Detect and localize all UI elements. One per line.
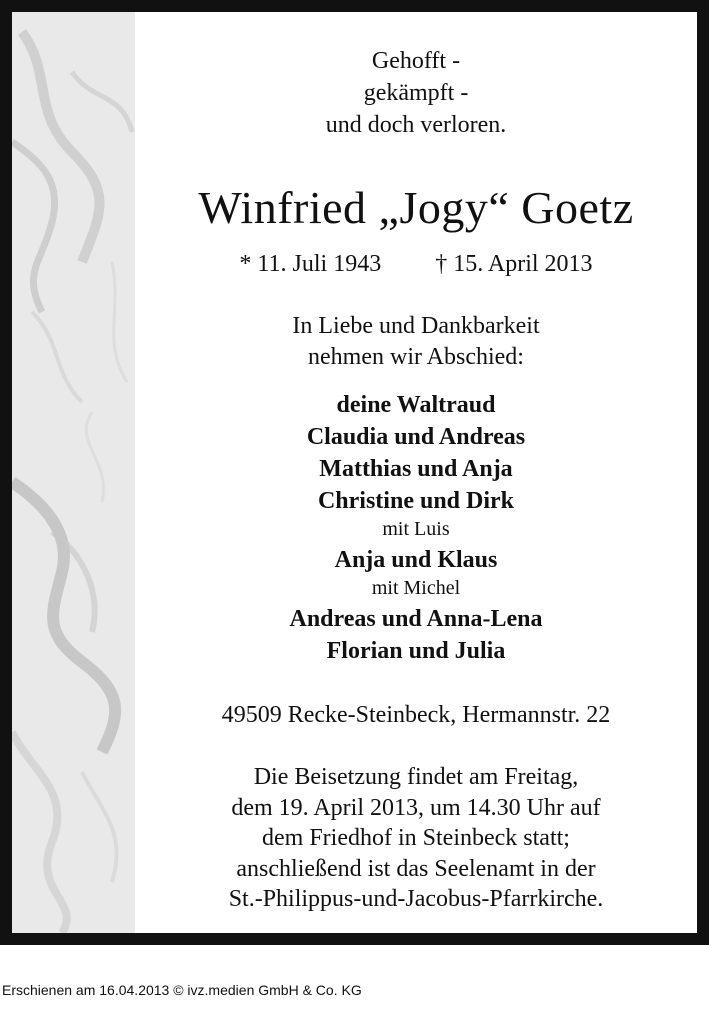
verse-line: Gehofft - xyxy=(371,48,461,74)
family-member: Claudia und Andreas xyxy=(306,424,526,450)
obituary-card xyxy=(12,12,697,933)
funeral-notice-line: dem Friedhof in Steinbeck statt; xyxy=(262,825,570,851)
intro-line: nehmen wir Abschied: xyxy=(308,344,524,370)
marble-texture xyxy=(12,12,135,933)
funeral-notice-line: dem 19. April 2013, um 14.30 Uhr auf xyxy=(231,795,601,821)
intro-line: In Liebe und Dankbarkeit xyxy=(292,313,540,339)
family-member: Florian und Julia xyxy=(326,638,506,664)
obituary-text xyxy=(135,12,697,933)
marble-border-image xyxy=(12,12,135,933)
funeral-notice-line: St.-Philippus-und-Jacobus-Pfarrkirche. xyxy=(228,886,604,912)
funeral-notice-line: Die Beisetzung findet am Freitag, xyxy=(253,764,579,790)
family-address: 49509 Recke-Steinbeck, Hermannstr. 22 xyxy=(221,702,611,728)
family-member: deine Waltraud xyxy=(336,392,496,418)
publication-footer: Erschienen am 16.04.2013 © ivz.medien GmbH & Co. KG xyxy=(2,982,362,998)
family-member: Christine und Dirk xyxy=(317,488,515,514)
family-member-note: mit Michel xyxy=(371,577,461,599)
family-member: Andreas und Anna-Lena xyxy=(289,606,543,632)
family-member: Anja und Klaus xyxy=(334,547,498,573)
funeral-notice-line: anschließend ist das Seelenamt in der xyxy=(236,856,596,882)
birth-date: * 11. Juli 1943 xyxy=(239,251,382,277)
verse-line: und doch verloren. xyxy=(325,112,507,138)
verse-line: gekämpft - xyxy=(363,80,469,106)
death-date: † 15. April 2013 xyxy=(435,251,593,277)
life-dates xyxy=(135,249,697,279)
deceased-name: Winfried „Jogy“ Goetz xyxy=(198,182,634,233)
family-member-note: mit Luis xyxy=(382,518,450,540)
family-member: Matthias und Anja xyxy=(319,456,513,482)
